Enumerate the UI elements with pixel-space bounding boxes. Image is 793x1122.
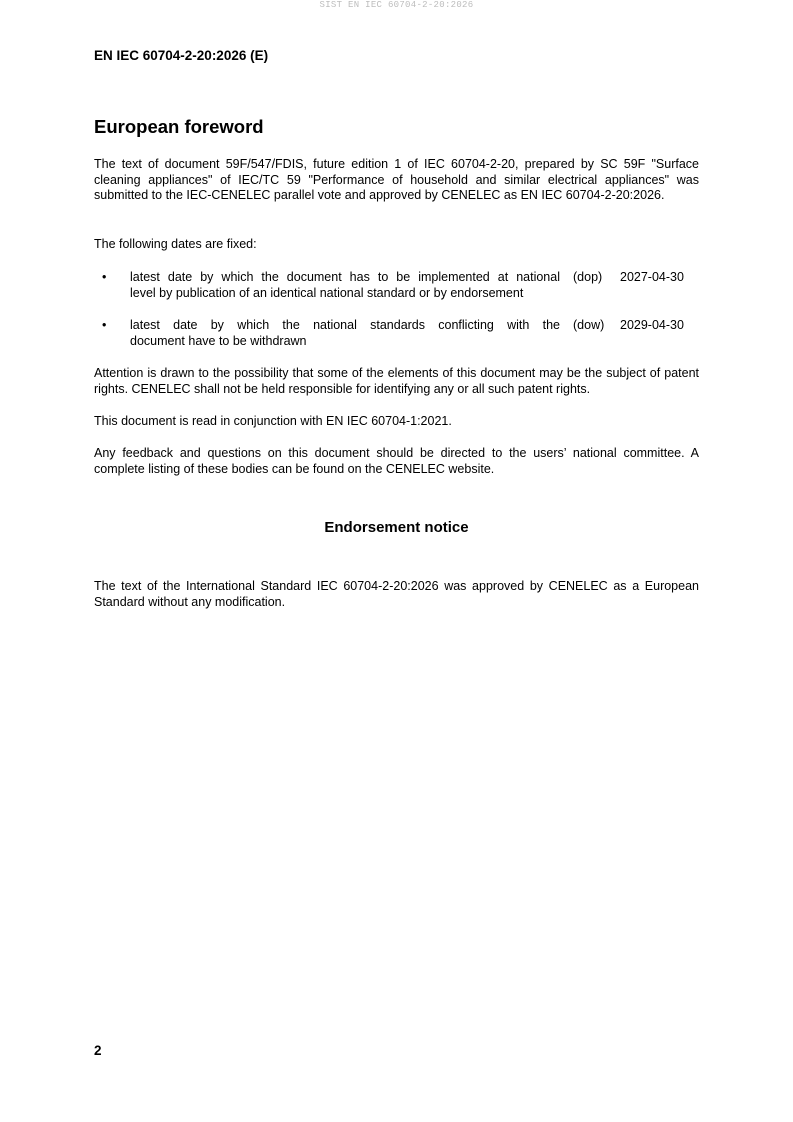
- conjunction-paragraph: This document is read in conjunction with EN IEC 60704-1:2021.: [94, 414, 452, 428]
- bullet-icon: •: [102, 270, 107, 284]
- conjunction-block: [94, 414, 699, 430]
- section-title-endorsement: Endorsement notice: [324, 519, 469, 536]
- date-value: 2029-04-30: [620, 318, 684, 332]
- date-description-line: document have to be withdrawn: [130, 333, 307, 348]
- list-item: [94, 270, 699, 310]
- feedback-paragraph: Any feedback and questions on this document should be directed to the users’ national committee. A complete listing of these bodies can be found on the CENELEC website.: [94, 446, 699, 476]
- date-description: [130, 318, 560, 349]
- dates-intro-paragraph: The following dates are fixed:: [94, 237, 257, 251]
- list-item: [94, 318, 699, 358]
- foreword-intro-block: [94, 157, 699, 204]
- patent-paragraph: Attention is drawn to the possibility that some of the elements of this document may be the subject of patent rights. CENELEC shall not be held responsible for identifying any or all such patent rights.: [94, 366, 699, 396]
- date-description-line: latest date by which the document has to be implemented at national: [130, 270, 560, 284]
- page-number: 2: [94, 1043, 102, 1058]
- patent-block: [94, 366, 699, 397]
- date-description-line: level by publication of an identical national standard or by endorsement: [130, 285, 524, 300]
- date-description: [130, 270, 560, 301]
- foreword-intro-paragraph: The text of document 59F/547/FDIS, future edition 1 of IEC 60704-2-20, prepared by SC 59F "Surface cleaning appliances" of IEC/TC 59 "Performance of household and similar electrical appliances" was submitted to the IEC-CENELEC parallel vote and approved by CENELEC as EN IEC 60704-2-20:2026.: [94, 157, 699, 202]
- watermark: SIST EN IEC 60704-2-20:2026: [319, 0, 474, 10]
- dates-list: [94, 270, 699, 358]
- date-code: (dow): [573, 318, 605, 332]
- section-title-foreword: European foreword: [94, 116, 264, 137]
- date-code: (dop): [573, 270, 603, 284]
- dates-intro-block: [94, 237, 699, 253]
- bullet-icon: •: [102, 318, 107, 332]
- date-description-line: latest date by which the national standards conflicting with the: [130, 318, 560, 332]
- document-identifier: EN IEC 60704-2-20:2026 (E): [94, 48, 269, 63]
- endorsement-paragraph: The text of the International Standard IEC 60704-2-20:2026 was approved by CENELEC as a European Standard without any modification.: [94, 579, 699, 609]
- endorsement-block: [94, 579, 699, 610]
- date-value: 2027-04-30: [620, 270, 684, 284]
- feedback-block: [94, 446, 699, 477]
